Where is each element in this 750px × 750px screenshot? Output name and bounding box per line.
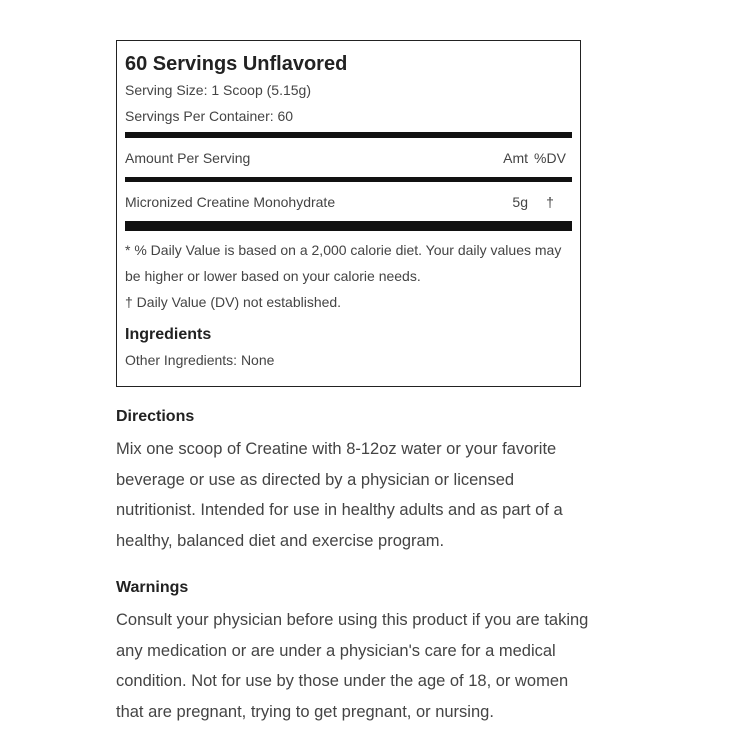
header-row [125,138,572,177]
facts-title: 60 Servings Unflavored [125,53,348,75]
dv-column-header: %DV [534,149,566,166]
directions-heading: Directions [116,408,195,425]
ingredients-heading: Ingredients [125,326,212,343]
other-ingredients: Other Ingredients: None [125,352,275,368]
warnings-heading: Warnings [116,579,189,596]
servings-per-container: Servings Per Container: 60 [125,108,294,124]
daily-value-footnote: * % Daily Value is based on a 2,000 calorie diet. Your daily values may be higher or lower based on your calorie needs. [125,242,562,284]
amount-per-serving-label: Amount Per Serving [125,149,251,166]
warnings-section [116,577,596,727]
nutrient-amount: 5g [512,193,528,210]
amt-column-header: Amt [503,149,528,166]
nutrient-row [125,182,572,221]
directions-text: Mix one scoop of Creatine with 8-12oz water or your favorite beverage or use as directed by a physician or licensed nutritionist. Intended for use in healthy adults and as part of a healthy, balanced diet and exercise program. [116,440,563,550]
warnings-text: Consult your physician before using this product if you are taking any medication or are under a physician's care for a medical condition. Not for use by those under the age of 18, or women that are pregnant, trying to get pregnant, or nursing. [116,611,589,721]
serving-size: Serving Size: 1 Scoop (5.15g) [125,82,311,98]
supplement-facts-panel [116,40,581,387]
dv-not-established-footnote: † Daily Value (DV) not established. [125,294,342,310]
nutrient-name: Micronized Creatine Monohydrate [125,193,336,210]
divider-heavy [125,221,572,231]
nutrient-dv: † [546,193,554,210]
directions-section [116,406,596,556]
